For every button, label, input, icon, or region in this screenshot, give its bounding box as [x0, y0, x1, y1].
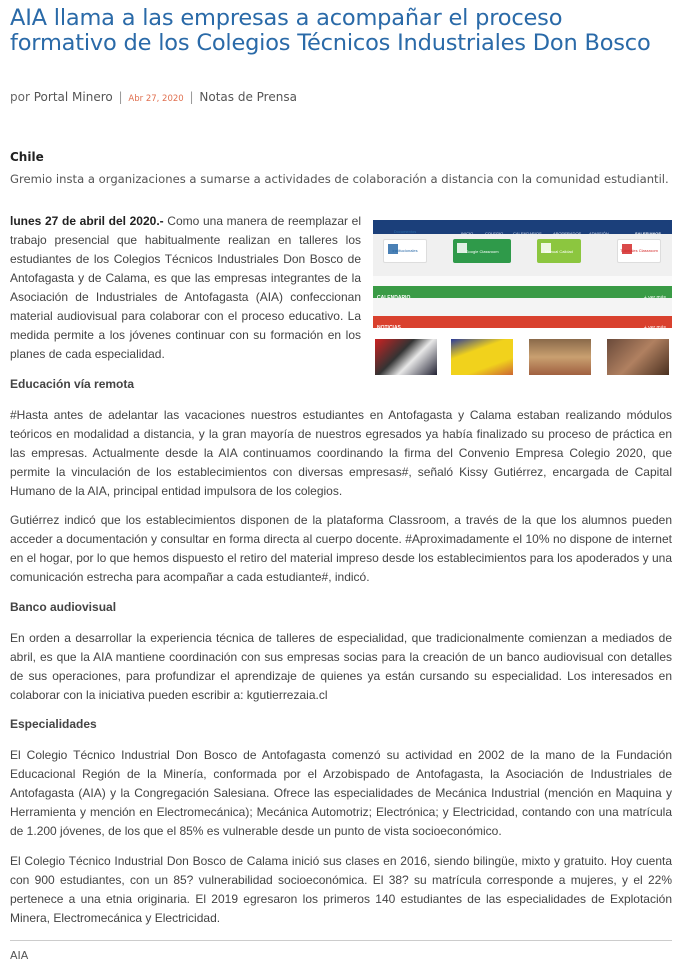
article-figure-screenshot: [373, 216, 672, 378]
byline-prefix: por: [10, 90, 30, 104]
figure-news-photos: [373, 336, 672, 378]
publish-date: Abr 27, 2020: [128, 94, 184, 104]
figure-news-bar: [373, 316, 672, 331]
article-title: AIA llama a las empresas a acompañar el proceso formativo de los Colegios Técnicos Industriales Don Bosco: [10, 5, 651, 56]
figure-tile: [453, 239, 511, 263]
figure-tile-label: Tutoriales Classroom: [620, 248, 658, 253]
divider: [10, 940, 672, 941]
news-photo: [529, 339, 591, 375]
article-body: [10, 212, 672, 938]
news-photo: [451, 339, 513, 375]
article-subtitle: Gremio insta a organizaciones a sumarse a actividades de colaboración a distancia con la comunidad estudiantil.: [10, 172, 669, 186]
section-heading-banco: Banco audiovisual: [10, 599, 117, 614]
lead-date: lunes 27 de abril del 2020.-: [10, 214, 164, 228]
news-photo: [375, 339, 437, 375]
figure-calendar-bar: [373, 286, 672, 298]
news-photo: [607, 339, 669, 375]
byline: [10, 90, 297, 104]
category-link[interactable]: Notas de Prensa: [199, 90, 297, 104]
paragraph: Gutiérrez indicó que los establecimientos disponen de la plataforma Classroom, a través de la que los alumnos pueden acceder a documentación y consultar en forma directa al cuerpo docente. #Aproximadamente el 10% no dispone de internet en el hogar, por lo que hemos dispuesto el retiro del material impreso desde los establecimientos para los apoderados y una comunicación estrecha para acompañar a cada estudiante#, indicó.: [10, 513, 672, 584]
section-heading-especialidades: Especialidades: [10, 717, 97, 731]
figure-tile-label: Documentos institucionales: [392, 229, 418, 253]
paragraph: El Colegio Técnico Industrial Don Bosco de Calama inició sus clases en 2016, siendo bilingüe, mixto y gratuito. Hoy cuenta con 900 estudiantes, con un 85? vulnerabilidad socioeconómica. El 38? su matrícula corresponde a mujeres, y el 22% pertenece a una etnia originaria. El 2019 egresaron los primeros 140 estudiantes de las especialidades de Explotación Minera, Electromecánica y Electricidad.: [10, 853, 672, 925]
paragraph: En orden a desarrollar la experiencia técnica de talleres de especialidad, que tradicionalmente comienzan a mediados de abril, es que la AIA mantiene coordinación con sus empresas socias para la creación de un banco audiovisual con detalles de sus operaciones, para profundizar el aprendizaje de quienes ya están cursando su especialidad. Los interesados en colaborar con la iniciativa pueden escribir a: kgutierrezaia.cl: [10, 630, 672, 702]
figure-tile: [383, 229, 427, 263]
figure-tile: [537, 239, 581, 263]
lead-text: Como una manera de reemplazar el trabajo presencial que habitualmente realizan en talleres los estudiantes de los Colegios Técnicos Industriales Don Bosco de Antofagasta y de Calama, es que las empresas integrantes de la Asociación de Industriales de Antofagasta (AIA) confeccionan material audiovisual para colaborar con el proceso educativo. La medida permite a los jóvenes continuar con su formación en los planes de cada especialidad.: [10, 214, 361, 361]
section-heading-remota: Educación vía remota: [10, 376, 135, 391]
paragraph: #Hasta antes de adelantar las vacaciones nuestros estudiantes en Antofagasta y Calama estaban realizando módulos teóricos en modalidad a distancia, y la gran mayoría de nuestros egresados ya había finalizado su proceso de práctica en las empresas. Actualmente desde la AIA continuamos coordinando la firma del Convenio Empresa Colegio 2020, que permite la vinculación de los establecimientos con diversas empresas#, señaló Kissy Gutiérrez, encargada de Capital Humano de la AIA, principal entidad impulsora de los colegios.: [10, 407, 672, 498]
figure-tile-label: Google Classroom: [465, 249, 499, 254]
author-link[interactable]: Portal Minero: [33, 90, 113, 104]
source-credit: AIA: [10, 949, 29, 962]
kicker: Chile: [10, 150, 44, 164]
byline-separator: |: [189, 90, 194, 104]
byline-separator: |: [118, 90, 123, 104]
figure-news-label: NOTICIAS: [377, 325, 401, 331]
figure-tile-label: Manual Calidad: [545, 249, 573, 254]
paragraph: El Colegio Técnico Industrial Don Bosco de Antofagasta comenzó su actividad en 2002 de la mano de la Fundación Educacional Región de la Minería, conformada por el Arzobispado de Antofagasta, la Asociación de Industriales de Antofagasta (AIA) y la Congregación Salesiana. Ofrece las especialidades de Mecánica Industrial (mención en Maquina y Herramienta y mención en Electromecánica); Mecánica Automotriz; Electrónica; y Electricidad, contando con una matrícula de 1.200 jóvenes, de los que el 85% es vulnerable desde un punto de vista socioeconómico.: [10, 748, 672, 838]
figure-tile: [617, 239, 661, 263]
figure-tiles: [373, 229, 672, 276]
figure-more-link: + ver más: [643, 325, 666, 331]
